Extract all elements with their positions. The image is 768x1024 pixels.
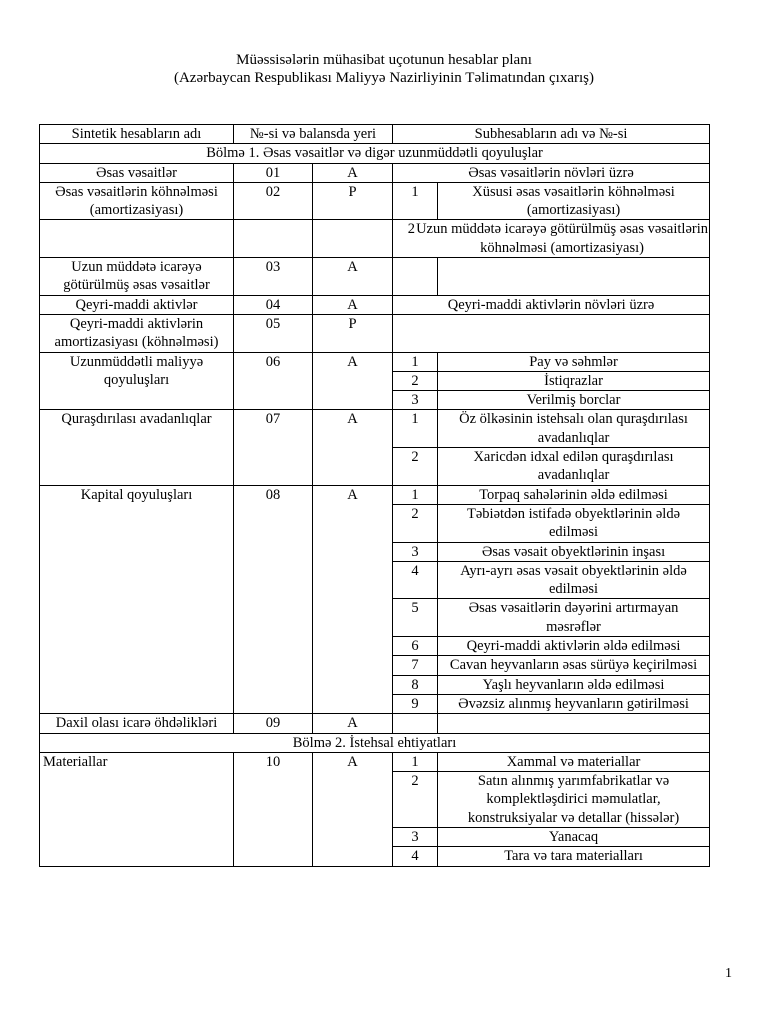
subaccount-name: Öz ölkəsinin istehsalı olan quraşdırılası avadanlıqlar — [438, 410, 710, 448]
page-number: 1 — [725, 966, 732, 981]
subaccount-name: Pay və səhmlər — [438, 352, 710, 371]
subaccount-number: 2 — [407, 221, 416, 238]
account-number: 09 — [234, 714, 313, 733]
account-name: Kapital qoyuluşları — [40, 485, 234, 714]
account-number: 10 — [234, 752, 313, 866]
empty-cell — [40, 220, 234, 258]
subaccount-number: 4 — [393, 561, 438, 599]
account-number: 05 — [234, 314, 313, 352]
account-name: Qeyri-maddi aktivlər — [40, 295, 234, 314]
empty-cell — [393, 258, 438, 296]
subaccount-number: 7 — [393, 656, 438, 675]
table-row — [40, 295, 710, 314]
section-title: Bölmə 1. Əsas vəsaitlər və digər uzunmüddətli qoyuluşlar — [40, 144, 710, 163]
balance-type: P — [313, 182, 393, 220]
subaccount-name: Tara və tara materialları — [438, 847, 710, 866]
account-name: Quraşdırılası avadanlıqlar — [40, 410, 234, 485]
balance-type: A — [313, 410, 393, 485]
account-number: 04 — [234, 295, 313, 314]
subaccount-number: 1 — [393, 485, 438, 504]
column-header-number-balance: №-si və balansda yeri — [234, 125, 393, 144]
account-number: 03 — [234, 258, 313, 296]
section-title: Bölmə 2. İstehsal ehtiyatları — [40, 733, 710, 752]
subaccount-number: 2 — [393, 772, 438, 828]
subaccount-number: 1 — [393, 352, 438, 371]
balance-type: A — [313, 752, 393, 866]
account-name: Əsas vəsaitlərin köhnəlməsi (amortizasiyası) — [40, 182, 234, 220]
account-name: Materiallar — [40, 752, 234, 866]
balance-type: A — [313, 258, 393, 296]
subaccount-number: 2 — [393, 371, 438, 390]
table-header-row — [40, 125, 710, 144]
subaccount-number: 1 — [393, 410, 438, 448]
empty-cell — [234, 220, 313, 258]
subaccount-name: Əsas vəsait obyektlərinin inşası — [438, 542, 710, 561]
page-title — [0, 51, 768, 87]
empty-cell — [313, 220, 393, 258]
subaccount-name: Cavan heyvanların əsas sürüyə keçirilməsi — [438, 656, 710, 675]
subaccount-name: Əsas vəsaitlərin dəyərini artırmayan məsrəflər — [438, 599, 710, 637]
subaccount-name: Əvəzsiz alınmış heyvanların gətirilməsi — [438, 694, 710, 713]
document-title: Müəssisələrin mühasibat uçotunun hesablar planı — [236, 52, 532, 68]
column-header-subaccounts: Subhesabların adı və №-si — [393, 125, 710, 144]
account-name: Daxil olası icarə öhdəlikləri — [40, 714, 234, 733]
subaccount-number: 1 — [393, 752, 438, 771]
section-row — [40, 144, 710, 163]
account-number: 01 — [234, 163, 313, 182]
subaccount-name: Torpaq sahələrinin əldə edilməsi — [438, 485, 710, 504]
empty-cell — [438, 258, 710, 296]
subaccount-name: Satın alınmış yarımfabrikatlar və komplektləşdirici məmulatlar, konstruksiyalar və detallar (hissələr) — [438, 772, 710, 828]
empty-cell — [393, 314, 710, 352]
subaccount-number: 2 — [393, 504, 438, 542]
subaccount-name: Xaricdən idxal edilən quraşdırılası avadanlıqlar — [438, 448, 710, 486]
account-name: Uzunmüddətli maliyyə qoyuluşları — [40, 352, 234, 410]
subaccount-name: Əsas vəsaitlərin növləri üzrə — [393, 163, 710, 182]
balance-type: A — [313, 714, 393, 733]
table-row — [40, 352, 710, 371]
subaccount-name: Ayrı-ayrı əsas vəsait obyektlərinin əldə edilməsi — [438, 561, 710, 599]
subaccount-name: Xammal və materiallar — [438, 752, 710, 771]
subaccount-name: Uzun müddətə icarəyə götürülmüş əsas vəsaitlərin köhnəlməsi (amortizasiyası) — [416, 221, 708, 256]
balance-type: A — [313, 163, 393, 182]
table-row — [40, 182, 710, 220]
account-name: Uzun müddətə icarəyə götürülmüş əsas vəsaitlər — [40, 258, 234, 296]
subaccount-number: 3 — [393, 827, 438, 846]
subaccount-number: 3 — [393, 542, 438, 561]
subaccount-number: 3 — [393, 391, 438, 410]
subaccount-name: İstiqrazlar — [438, 371, 710, 390]
table-row — [40, 410, 710, 448]
balance-type: A — [313, 485, 393, 714]
subaccount-name: Yanacaq — [438, 827, 710, 846]
subaccount-number: 9 — [393, 694, 438, 713]
balance-type: P — [313, 314, 393, 352]
column-header-name: Sintetik hesabların adı — [40, 125, 234, 144]
table-row — [40, 258, 710, 296]
empty-cell — [393, 714, 438, 733]
document-subtitle: (Azərbaycan Respublikası Maliyyə Nazirliyinin Təlimatından çıxarış) — [173, 70, 594, 86]
account-number: 06 — [234, 352, 313, 410]
balance-type: A — [313, 295, 393, 314]
subaccount-number: 4 — [393, 847, 438, 866]
subaccount-name: Qeyri-maddi aktivlərin əldə edilməsi — [438, 637, 710, 656]
subaccount-number: 2 — [393, 448, 438, 486]
subaccount-name: Xüsusi əsas vəsaitlərin köhnəlməsi (amortizasiyası) — [438, 182, 710, 220]
subaccount-number: 8 — [393, 675, 438, 694]
account-number: 08 — [234, 485, 313, 714]
subaccount-cell — [393, 220, 710, 258]
table-row — [40, 752, 710, 771]
account-name: Qeyri-maddi aktivlərin amortizasiyası (köhnəlməsi) — [40, 314, 234, 352]
subaccount-name: Təbiətdən istifadə obyektlərinin əldə edilməsi — [438, 504, 710, 542]
section-row — [40, 733, 710, 752]
table-row — [40, 314, 710, 352]
chart-of-accounts-table — [39, 124, 710, 867]
subaccount-number: 1 — [393, 182, 438, 220]
subaccount-name: Qeyri-maddi aktivlərin növləri üzrə — [393, 295, 710, 314]
account-number: 07 — [234, 410, 313, 485]
table-row — [40, 714, 710, 733]
empty-cell — [438, 714, 710, 733]
subaccount-number: 5 — [393, 599, 438, 637]
account-name: Əsas vəsaitlər — [40, 163, 234, 182]
subaccount-number: 6 — [393, 637, 438, 656]
subaccount-name: Verilmiş borclar — [438, 391, 710, 410]
subaccount-name: Yaşlı heyvanların əldə edilməsi — [438, 675, 710, 694]
table-row — [40, 220, 710, 258]
balance-type: A — [313, 352, 393, 410]
account-number: 02 — [234, 182, 313, 220]
table-row — [40, 485, 710, 504]
table-row — [40, 163, 710, 182]
